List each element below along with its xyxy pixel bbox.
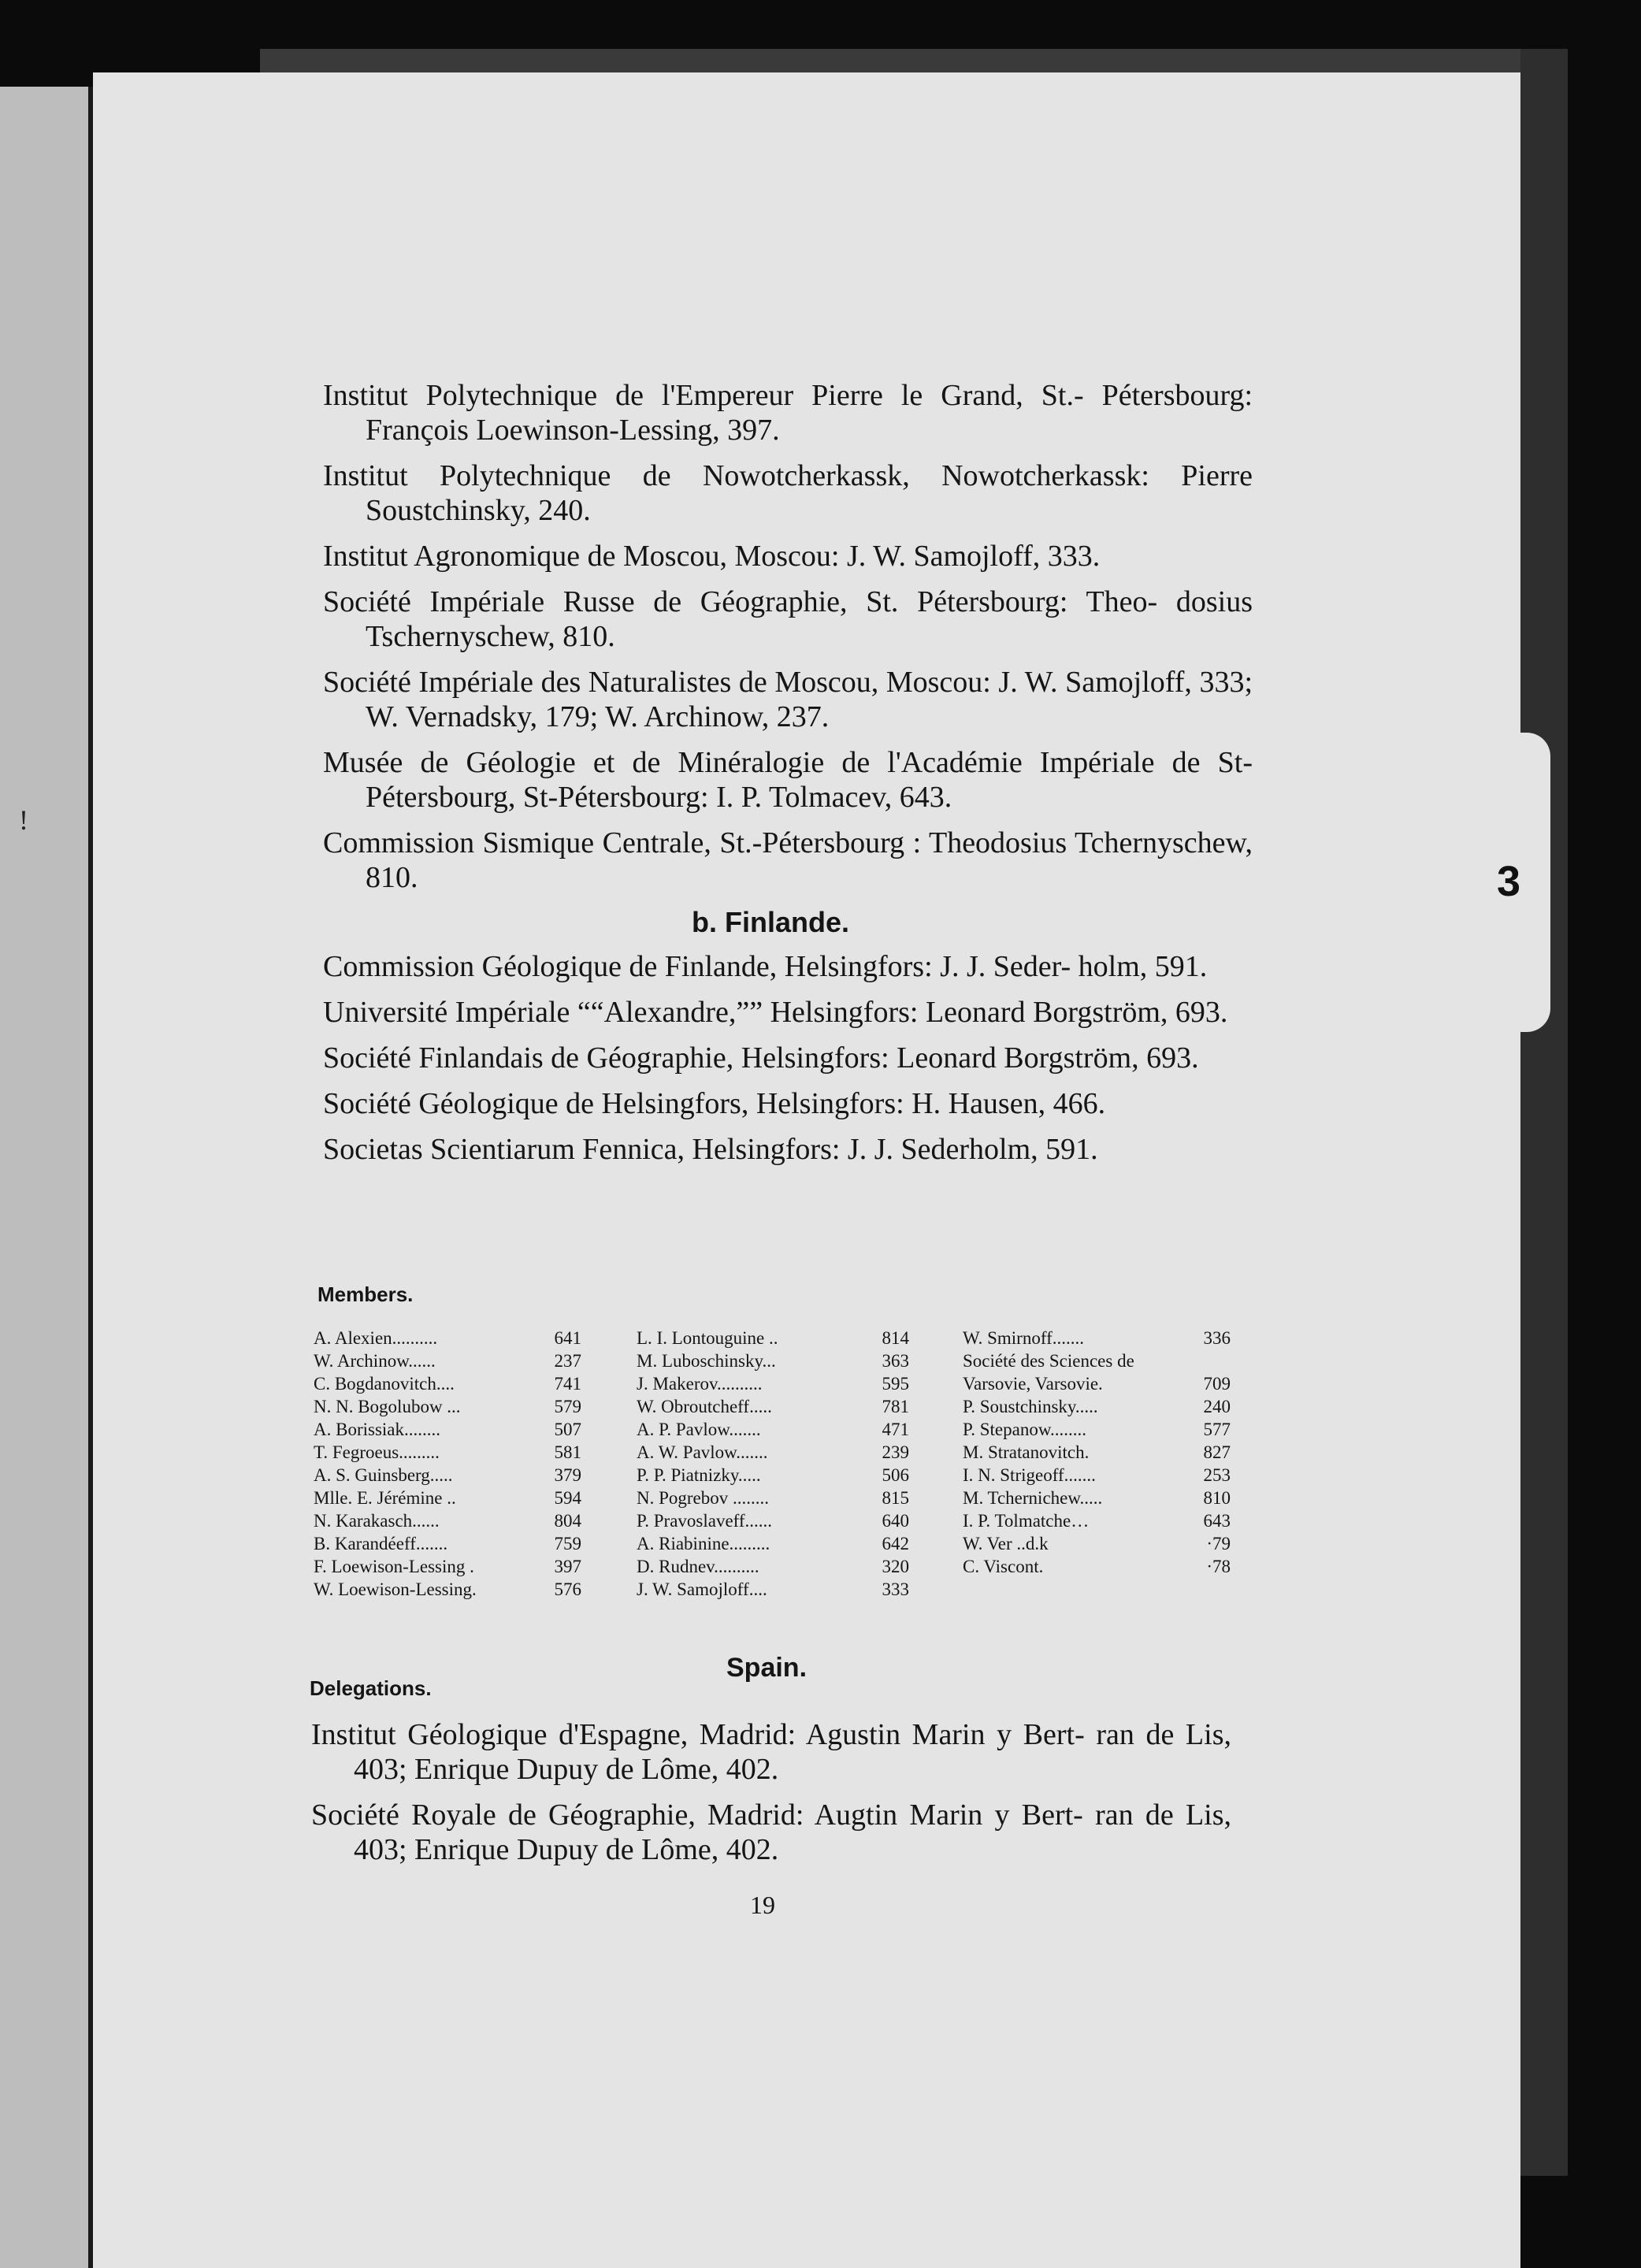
member-number: 642 [882, 1534, 909, 1553]
member-number: 709 [1203, 1374, 1231, 1394]
entry-line: dosius Tschernyschew, 810. [366, 585, 1253, 653]
members-column-3 [963, 1327, 1231, 1578]
scan-frame-right [1520, 49, 1568, 2176]
entry-line: Borgström, 693. [1033, 996, 1228, 1029]
member-row [314, 1487, 581, 1509]
member-name: A. Borissiak........ [314, 1420, 440, 1439]
finland-entries [323, 949, 1253, 1178]
entry-line: Musée de Géologie et de Minéralogie de l'Académie Impériale de [323, 746, 1201, 779]
member-number: 781 [882, 1397, 909, 1416]
member-name: N. Pogrebov ........ [637, 1488, 770, 1508]
member-row [637, 1532, 909, 1555]
member-name: W. Loewison-Lessing. [314, 1579, 477, 1599]
member-number: 577 [1203, 1420, 1231, 1439]
entry-line: 333. [1047, 540, 1101, 573]
entry-line: Tchernyschew, 810. [366, 826, 1253, 894]
member-name: A. W. Pavlow....... [637, 1442, 768, 1462]
entry-line: holm, 591. [1078, 950, 1208, 983]
member-number: 240 [1203, 1397, 1231, 1416]
member-name: B. Karandéeff....... [314, 1534, 448, 1553]
member-name: Mlle. E. Jérémine .. [314, 1488, 456, 1508]
member-name: F. Loewison-Lessing . [314, 1557, 474, 1576]
entry-line: Société Finlandais de Géographie, Helsingfors: Leonard [323, 1041, 997, 1075]
member-row [963, 1464, 1231, 1487]
member-number: 333 [882, 1579, 909, 1599]
member-number: 576 [554, 1579, 581, 1599]
entry-line: Pétersbourg: François Loewinson-Lessing, 397. [366, 379, 1253, 447]
spain-entries [311, 1717, 1231, 1878]
listing-entry [311, 1798, 1231, 1867]
member-number: 253 [1203, 1465, 1231, 1485]
entry-line: Institut Polytechnique de Nowotcherkassk, Nowotcherkassk: [323, 459, 1149, 492]
member-name: Varsovie, Varsovie. [963, 1374, 1103, 1394]
member-name: W. Smirnoff....... [963, 1328, 1084, 1348]
member-name: P. Soustchinsky..... [963, 1397, 1098, 1416]
member-row [637, 1578, 909, 1601]
member-row [314, 1372, 581, 1395]
member-number: 379 [554, 1465, 581, 1485]
member-number: 640 [882, 1511, 909, 1531]
listing-entry [323, 1086, 1253, 1121]
member-row [637, 1555, 909, 1578]
entry-line: Samojloff, 333; W. Vernadsky, 179; W. Archinow, 237. [366, 666, 1253, 733]
page-number: 19 [750, 1891, 775, 1919]
listing-entry [323, 826, 1253, 895]
member-name: M. Stratanovitch. [963, 1442, 1090, 1462]
entry-line: Borgström, 693. [1004, 1041, 1199, 1075]
member-name: C. Bogdanovitch.... [314, 1374, 455, 1394]
listing-entry [323, 585, 1253, 654]
member-number: 579 [554, 1397, 581, 1416]
listing-entry [323, 539, 1253, 573]
member-name: C. Viscont. [963, 1557, 1044, 1576]
member-name: M. Luboschinsky... [637, 1351, 776, 1371]
member-number: 594 [554, 1488, 581, 1508]
listing-entry [323, 1132, 1253, 1167]
entry-line: Institut Polytechnique de l'Empereur Pierre le Grand, St.- [323, 379, 1084, 412]
member-row [637, 1464, 909, 1487]
member-number: 741 [554, 1374, 581, 1394]
member-row [963, 1372, 1231, 1395]
member-number: 815 [882, 1488, 909, 1508]
member-row [963, 1349, 1231, 1372]
entry-line: Société Royale de Géographie, Madrid: Augtin Marin y Bert- [311, 1798, 1083, 1832]
member-number: 643 [1203, 1511, 1231, 1531]
member-row [314, 1327, 581, 1349]
member-row [963, 1395, 1231, 1418]
entry-line: Société Géologique de Helsingfors, Helsingfors: H. Hausen, [323, 1087, 1046, 1120]
member-row [314, 1395, 581, 1418]
entry-line: Pierre Soustchinsky, 240. [366, 459, 1253, 527]
member-name: A. S. Guinsberg..... [314, 1465, 453, 1485]
member-name: L. I. Lontouguine .. [637, 1328, 778, 1348]
member-number: 507 [554, 1420, 581, 1439]
member-row [963, 1441, 1231, 1464]
member-number: ·79 [1206, 1534, 1231, 1553]
member-number: 827 [1203, 1442, 1231, 1462]
member-number: 239 [882, 1442, 909, 1462]
member-name: N. N. Bogolubow ... [314, 1397, 461, 1416]
member-number: 506 [882, 1465, 909, 1485]
member-name: W. Ver ..d.k [963, 1534, 1049, 1553]
member-row [314, 1578, 581, 1601]
entry-line: ran de Lis, 403; Enrique Dupuy de Lôme, 402. [354, 1798, 1232, 1866]
member-row [637, 1395, 909, 1418]
member-name: D. Rudnev.......... [637, 1557, 759, 1576]
member-number: 320 [882, 1557, 909, 1576]
entry-line: Société Impériale Russe de Géographie, St. Pétersbourg: Theo- [323, 585, 1158, 618]
entry-line: Institut Géologique d'Espagne, Madrid: Agustin Marin y Bert- [311, 1718, 1085, 1751]
listing-entry [323, 378, 1253, 447]
member-name: A. P. Pavlow....... [637, 1420, 761, 1439]
delegations-label: Delegations. [310, 1676, 432, 1700]
member-number [1199, 1349, 1231, 1372]
finland-heading: b. Finlande. [692, 906, 850, 938]
member-number: 581 [554, 1442, 581, 1462]
member-row [314, 1418, 581, 1441]
member-row [314, 1464, 581, 1487]
entry-line: Université Impériale ““Alexandre,”” Helsingfors: Leonard [323, 996, 1026, 1029]
scan-frame-top [260, 49, 1568, 74]
member-row [314, 1532, 581, 1555]
member-name: M. Tchernichew..... [963, 1488, 1103, 1508]
member-row [637, 1327, 909, 1349]
page-tab [1520, 733, 1550, 1032]
member-number: 759 [554, 1534, 581, 1553]
member-row [637, 1418, 909, 1441]
member-number: 641 [554, 1328, 581, 1348]
entry-line: ran de Lis, 403; Enrique Dupuy de Lôme, 402. [354, 1718, 1231, 1786]
member-row [314, 1349, 581, 1372]
members-column-2 [637, 1327, 909, 1601]
member-row [314, 1509, 581, 1532]
member-number: 804 [554, 1511, 581, 1531]
member-row [963, 1555, 1231, 1578]
listing-entry [323, 665, 1253, 734]
member-row [637, 1487, 909, 1509]
member-name: W. Obroutcheff..... [637, 1397, 772, 1416]
member-name: P. Pravoslaveff...... [637, 1511, 773, 1531]
listing-entry [323, 995, 1253, 1030]
russia-entries [323, 378, 1253, 906]
members-column-1 [314, 1327, 581, 1601]
member-number: 237 [554, 1351, 581, 1371]
member-name: J. W. Samojloff.... [637, 1579, 767, 1599]
member-number: 814 [882, 1328, 909, 1348]
member-name: T. Fegroeus......... [314, 1442, 440, 1462]
listing-entry [323, 949, 1253, 984]
member-name: P. P. Piatnizky..... [637, 1465, 761, 1485]
member-name: A. Alexien.......... [314, 1328, 438, 1348]
members-label: Members. [317, 1282, 414, 1306]
member-name: Société des Sciences de [963, 1351, 1134, 1371]
member-row [637, 1349, 909, 1372]
member-row [963, 1487, 1231, 1509]
member-name: W. Archinow...... [314, 1351, 436, 1371]
member-number: 363 [882, 1351, 909, 1371]
entry-line: Société Impériale des Naturalistes de Moscou, Moscou: J. W. [323, 666, 1058, 699]
member-name: P. Stepanow........ [963, 1420, 1086, 1439]
member-row [637, 1441, 909, 1464]
listing-entry [311, 1717, 1231, 1787]
member-name: N. Karakasch...... [314, 1511, 440, 1531]
member-number: 471 [882, 1420, 909, 1439]
member-name: J. Makerov.......... [637, 1374, 763, 1394]
member-row [963, 1509, 1231, 1532]
entry-line: Institut Agronomique de Moscou, Moscou: J. W. Samojloff, [323, 540, 1041, 573]
member-number: ·78 [1206, 1557, 1231, 1576]
entry-line: Commission Géologique de Finlande, Helsingfors: J. J. Seder- [323, 950, 1071, 983]
member-name: I. P. Tolmatche… [963, 1511, 1090, 1531]
entry-line: 466. [1053, 1087, 1106, 1120]
scan-left-strip [0, 87, 88, 2268]
member-name: I. N. Strigeoff....... [963, 1465, 1096, 1485]
member-row [963, 1327, 1231, 1349]
member-row [963, 1532, 1231, 1555]
member-row [963, 1418, 1231, 1441]
entry-line: Commission Sismique Centrale, St.-Pétersbourg : Theodosius [323, 826, 1067, 859]
listing-entry [323, 1041, 1253, 1075]
member-number: 336 [1203, 1328, 1231, 1348]
member-row [314, 1441, 581, 1464]
member-number: 595 [882, 1374, 909, 1394]
member-number: 810 [1203, 1488, 1231, 1508]
listing-entry [323, 458, 1253, 528]
member-row [637, 1509, 909, 1532]
stray-mark: ! [19, 804, 28, 836]
listing-entry [323, 745, 1253, 815]
spain-heading: Spain. [726, 1653, 808, 1683]
member-number: 397 [554, 1557, 581, 1576]
entry-line: Societas Scientiarum Fennica, Helsingfors: J. J. Sederholm, 591. [323, 1133, 1098, 1166]
tab-mark: 3 [1497, 858, 1521, 905]
member-row [314, 1555, 581, 1578]
member-name: A. Riabinine......... [637, 1534, 770, 1553]
entry-line: St-Pétersbourg, St-Pétersbourg: I. P. Tolmacev, 643. [366, 746, 1253, 814]
member-row [637, 1372, 909, 1395]
